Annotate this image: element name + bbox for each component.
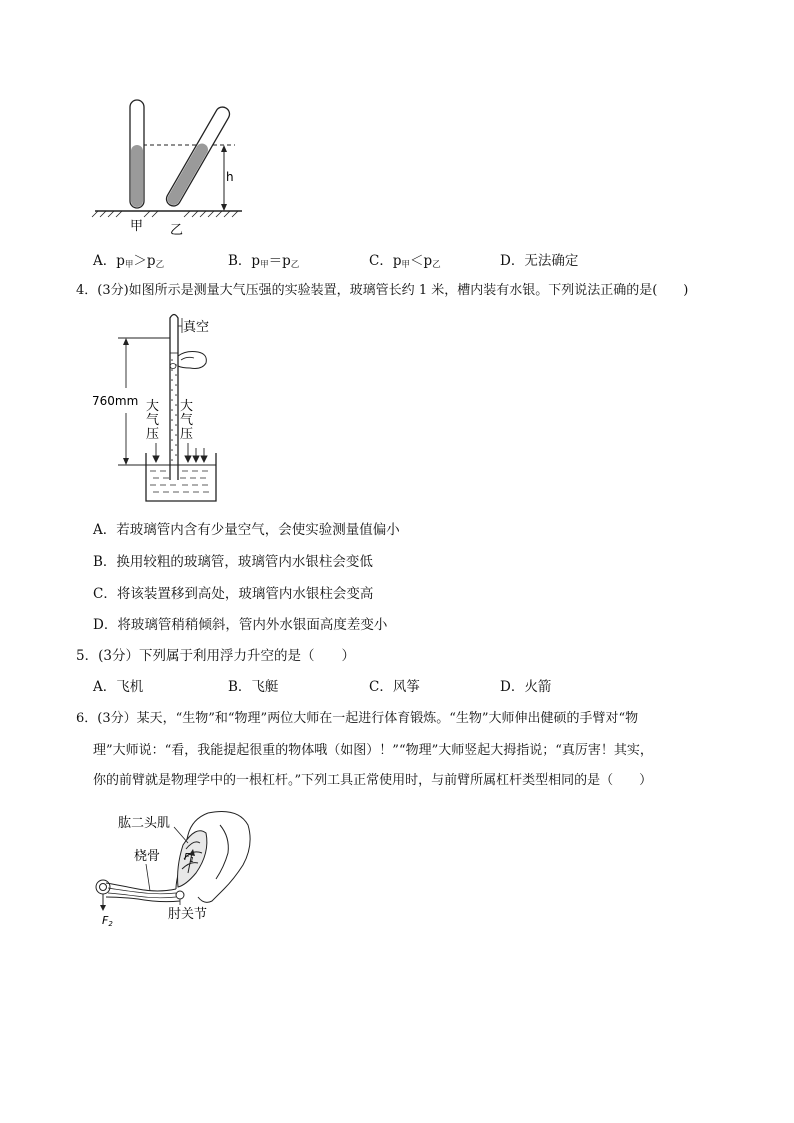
q5-option-c: C．风筝 bbox=[369, 679, 420, 695]
label-biceps: 肱二头肌 bbox=[118, 816, 171, 831]
label-f1: $F_1$ bbox=[184, 852, 195, 864]
arm-lever-figure bbox=[88, 805, 258, 935]
label-vacuum: 真空 bbox=[183, 320, 210, 335]
q3-option-c: C．p甲＜p乙 bbox=[369, 253, 441, 270]
svg-text:气: 气 bbox=[146, 413, 160, 428]
svg-text:压: 压 bbox=[146, 427, 160, 442]
hand-icon bbox=[178, 352, 206, 369]
test-tubes-figure bbox=[90, 95, 250, 240]
pressure-label-left bbox=[146, 398, 159, 442]
tube-a bbox=[130, 100, 144, 208]
q5-option-b: B．飞艇 bbox=[228, 679, 279, 695]
q5-stem: 5．(3分）下列属于利用浮力升空的是（ ） bbox=[76, 648, 355, 664]
q4-option-a: A．若玻璃管内含有少量空气，会使实验测量值偏小 bbox=[93, 522, 400, 538]
pressure-label-right bbox=[180, 398, 193, 442]
q6-stem-line-1: 6．(3分）某天，“生物”和“物理”两位大师在一起进行体育锻炼。“生物”大师伸出健硕的手臂对“物 bbox=[76, 711, 639, 726]
label-radius: 桡骨 bbox=[134, 849, 161, 864]
q4-option-c: C．将该装置移到高处，玻璃管内水银柱会变高 bbox=[93, 586, 374, 602]
svg-text:大: 大 bbox=[180, 399, 194, 414]
q3-option-b: B．p甲＝p乙 bbox=[228, 253, 300, 270]
pressure-arrows bbox=[153, 443, 207, 462]
barometer-figure bbox=[86, 308, 226, 508]
svg-text:气: 气 bbox=[180, 413, 194, 428]
glass-tube bbox=[170, 315, 178, 481]
q3-option-a: A．p甲＞p乙 bbox=[93, 253, 165, 270]
q6-stem-line-2: 理”大师说：“看，我能提起很重的物体哦（如图）！”“物理”大师竖起大拇指说；“真厉害！其实， bbox=[93, 743, 653, 758]
q6-stem-line-3: 你的前臂就是物理学中的一根杠杆。”下列工具正常使用时，与前臂所属杠杆类型相同的是（ ） bbox=[93, 773, 653, 788]
q3-option-d: D．无法确定 bbox=[500, 253, 579, 269]
q4-option-b: B．换用较粗的玻璃管，玻璃管内水银柱会变低 bbox=[93, 554, 373, 570]
label-tube-a: 甲 bbox=[130, 219, 144, 234]
label-h: h bbox=[226, 170, 234, 184]
label-elbow-joint: 肘关节 bbox=[168, 907, 208, 922]
label-tube-b: 乙 bbox=[170, 223, 184, 238]
force-f2-arrow bbox=[100, 894, 106, 911]
tube-b bbox=[164, 105, 232, 209]
label-760mm: 760mm bbox=[92, 394, 139, 408]
q4-option-d: D．将玻璃管稍稍倾斜，管内外水银面高度差变小 bbox=[93, 617, 388, 633]
q5-option-d: D．火箭 bbox=[500, 679, 552, 695]
label-f2: F2 bbox=[102, 914, 113, 928]
q4-stem: 4．(3分)如图所示是测量大气压强的实验装置，玻璃管长约 1 米，槽内装有水银。下列说法正确的是( ) bbox=[76, 283, 689, 298]
svg-text:大: 大 bbox=[146, 399, 160, 414]
ground-hatch bbox=[92, 211, 242, 217]
q5-option-a: A．飞机 bbox=[93, 679, 144, 695]
svg-text:压: 压 bbox=[180, 427, 194, 442]
